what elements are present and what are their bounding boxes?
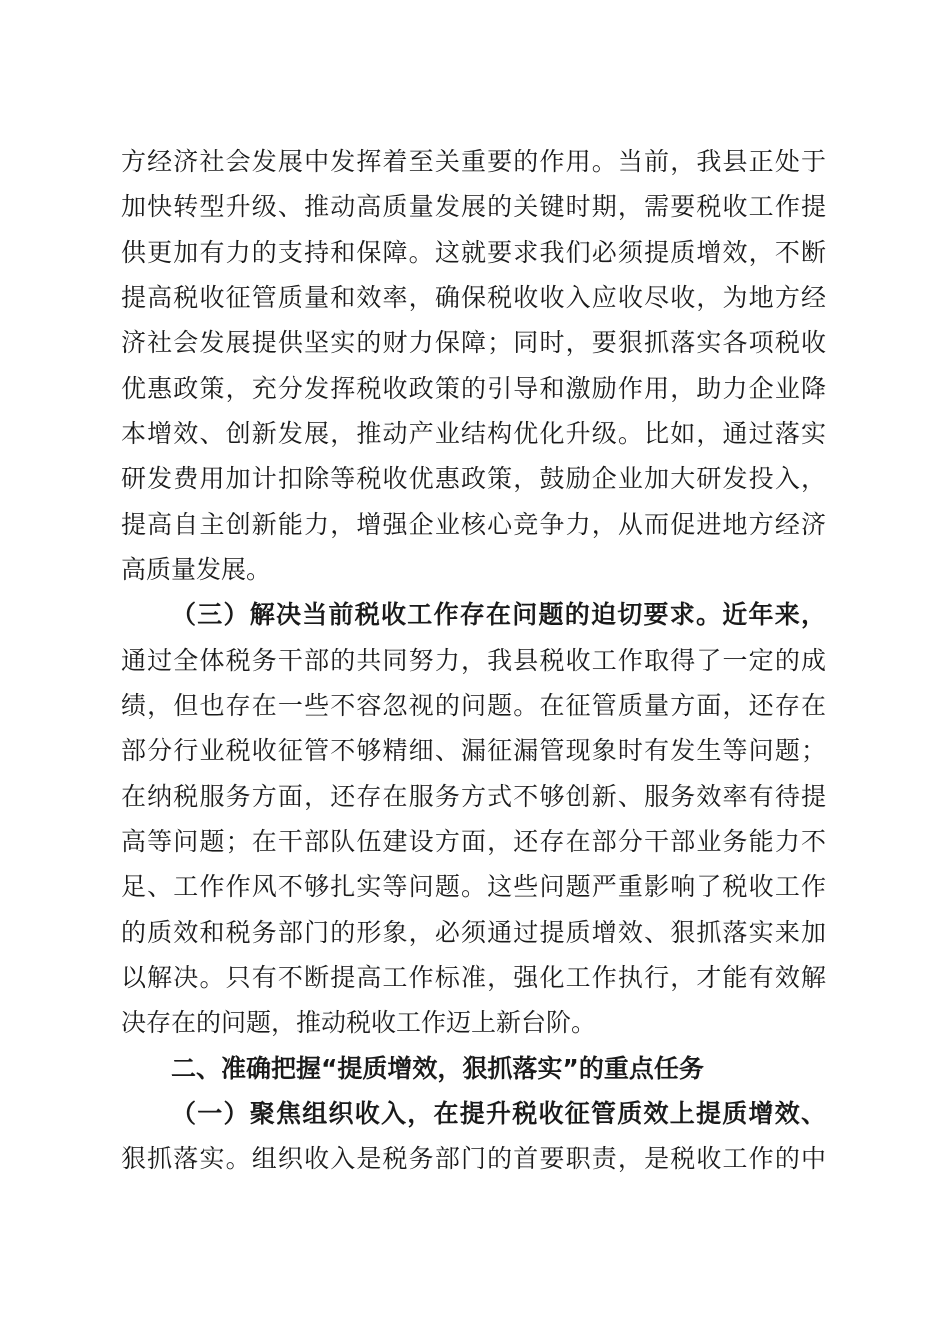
body-text-line: 高质量发展。	[121, 555, 272, 584]
body-text-line: 提高税收征管质量和效率，确保税收收入应收尽收，为地方经	[121, 283, 826, 312]
body-text-line: 绩，但也存在一些不容忽视的问题。在征管质量方面，还存在	[121, 691, 826, 720]
body-text-line: 研发费用加计扣除等税收优惠政策，鼓励企业加大研发投入，	[121, 464, 826, 493]
body-text-line: 高等问题；在干部队伍建设方面，还存在部分干部业务能力不	[121, 827, 826, 856]
body-text-line: 的质效和税务部门的形象，必须通过提质增效、狠抓落实来加	[121, 918, 826, 947]
body-text-line: 提高自主创新能力，增强企业核心竞争力，从而促进地方经济	[121, 510, 826, 539]
body-text-line: 济社会发展提供坚实的财力保障；同时，要狠抓落实各项税收	[121, 328, 826, 357]
body-text-line: 本增效、创新发展，推动产业结构优化升级。比如，通过落实	[121, 419, 826, 448]
body-text-line: 通过全体税务干部的共同努力，我县税收工作取得了一定的成	[121, 646, 826, 675]
body-text-line: 部分行业税收征管不够精细、漏征漏管现象时有发生等问题；	[121, 736, 826, 765]
body-text-line: 以解决。只有不断提高工作标准，强化工作执行，才能有效解	[121, 963, 826, 992]
body-text-line: 足、工作作风不够扎实等问题。这些问题严重影响了税收工作	[121, 872, 826, 901]
subsection-heading-3: （三）解决当前税收工作存在问题的迫切要求。近年来，	[171, 600, 826, 629]
body-text-line: 在纳税服务方面，还存在服务方式不够创新、服务效率有待提	[121, 782, 826, 811]
body-text-line: 决存在的问题，推动税收工作迈上新台阶。	[121, 1008, 597, 1037]
body-text-line: 优惠政策，充分发挥税收政策的引导和激励作用，助力企业降	[121, 374, 826, 403]
section-heading-2: 二、准确把握“提质增效，狠抓落实”的重点任务	[171, 1054, 704, 1083]
body-text-line: 狠抓落实。组织收入是税务部门的首要职责，是税收工作的中	[121, 1144, 826, 1173]
body-text-line: 方经济社会发展中发挥着至关重要的作用。当前，我县正处于	[121, 147, 826, 176]
body-text-line: 加快转型升级、推动高质量发展的关键时期，需要税收工作提	[121, 192, 826, 221]
body-text-line: 供更加有力的支持和保障。这就要求我们必须提质增效，不断	[121, 238, 826, 267]
subsection-heading-1: （一）聚焦组织收入，在提升税收征管质效上提质增效、	[171, 1099, 826, 1128]
